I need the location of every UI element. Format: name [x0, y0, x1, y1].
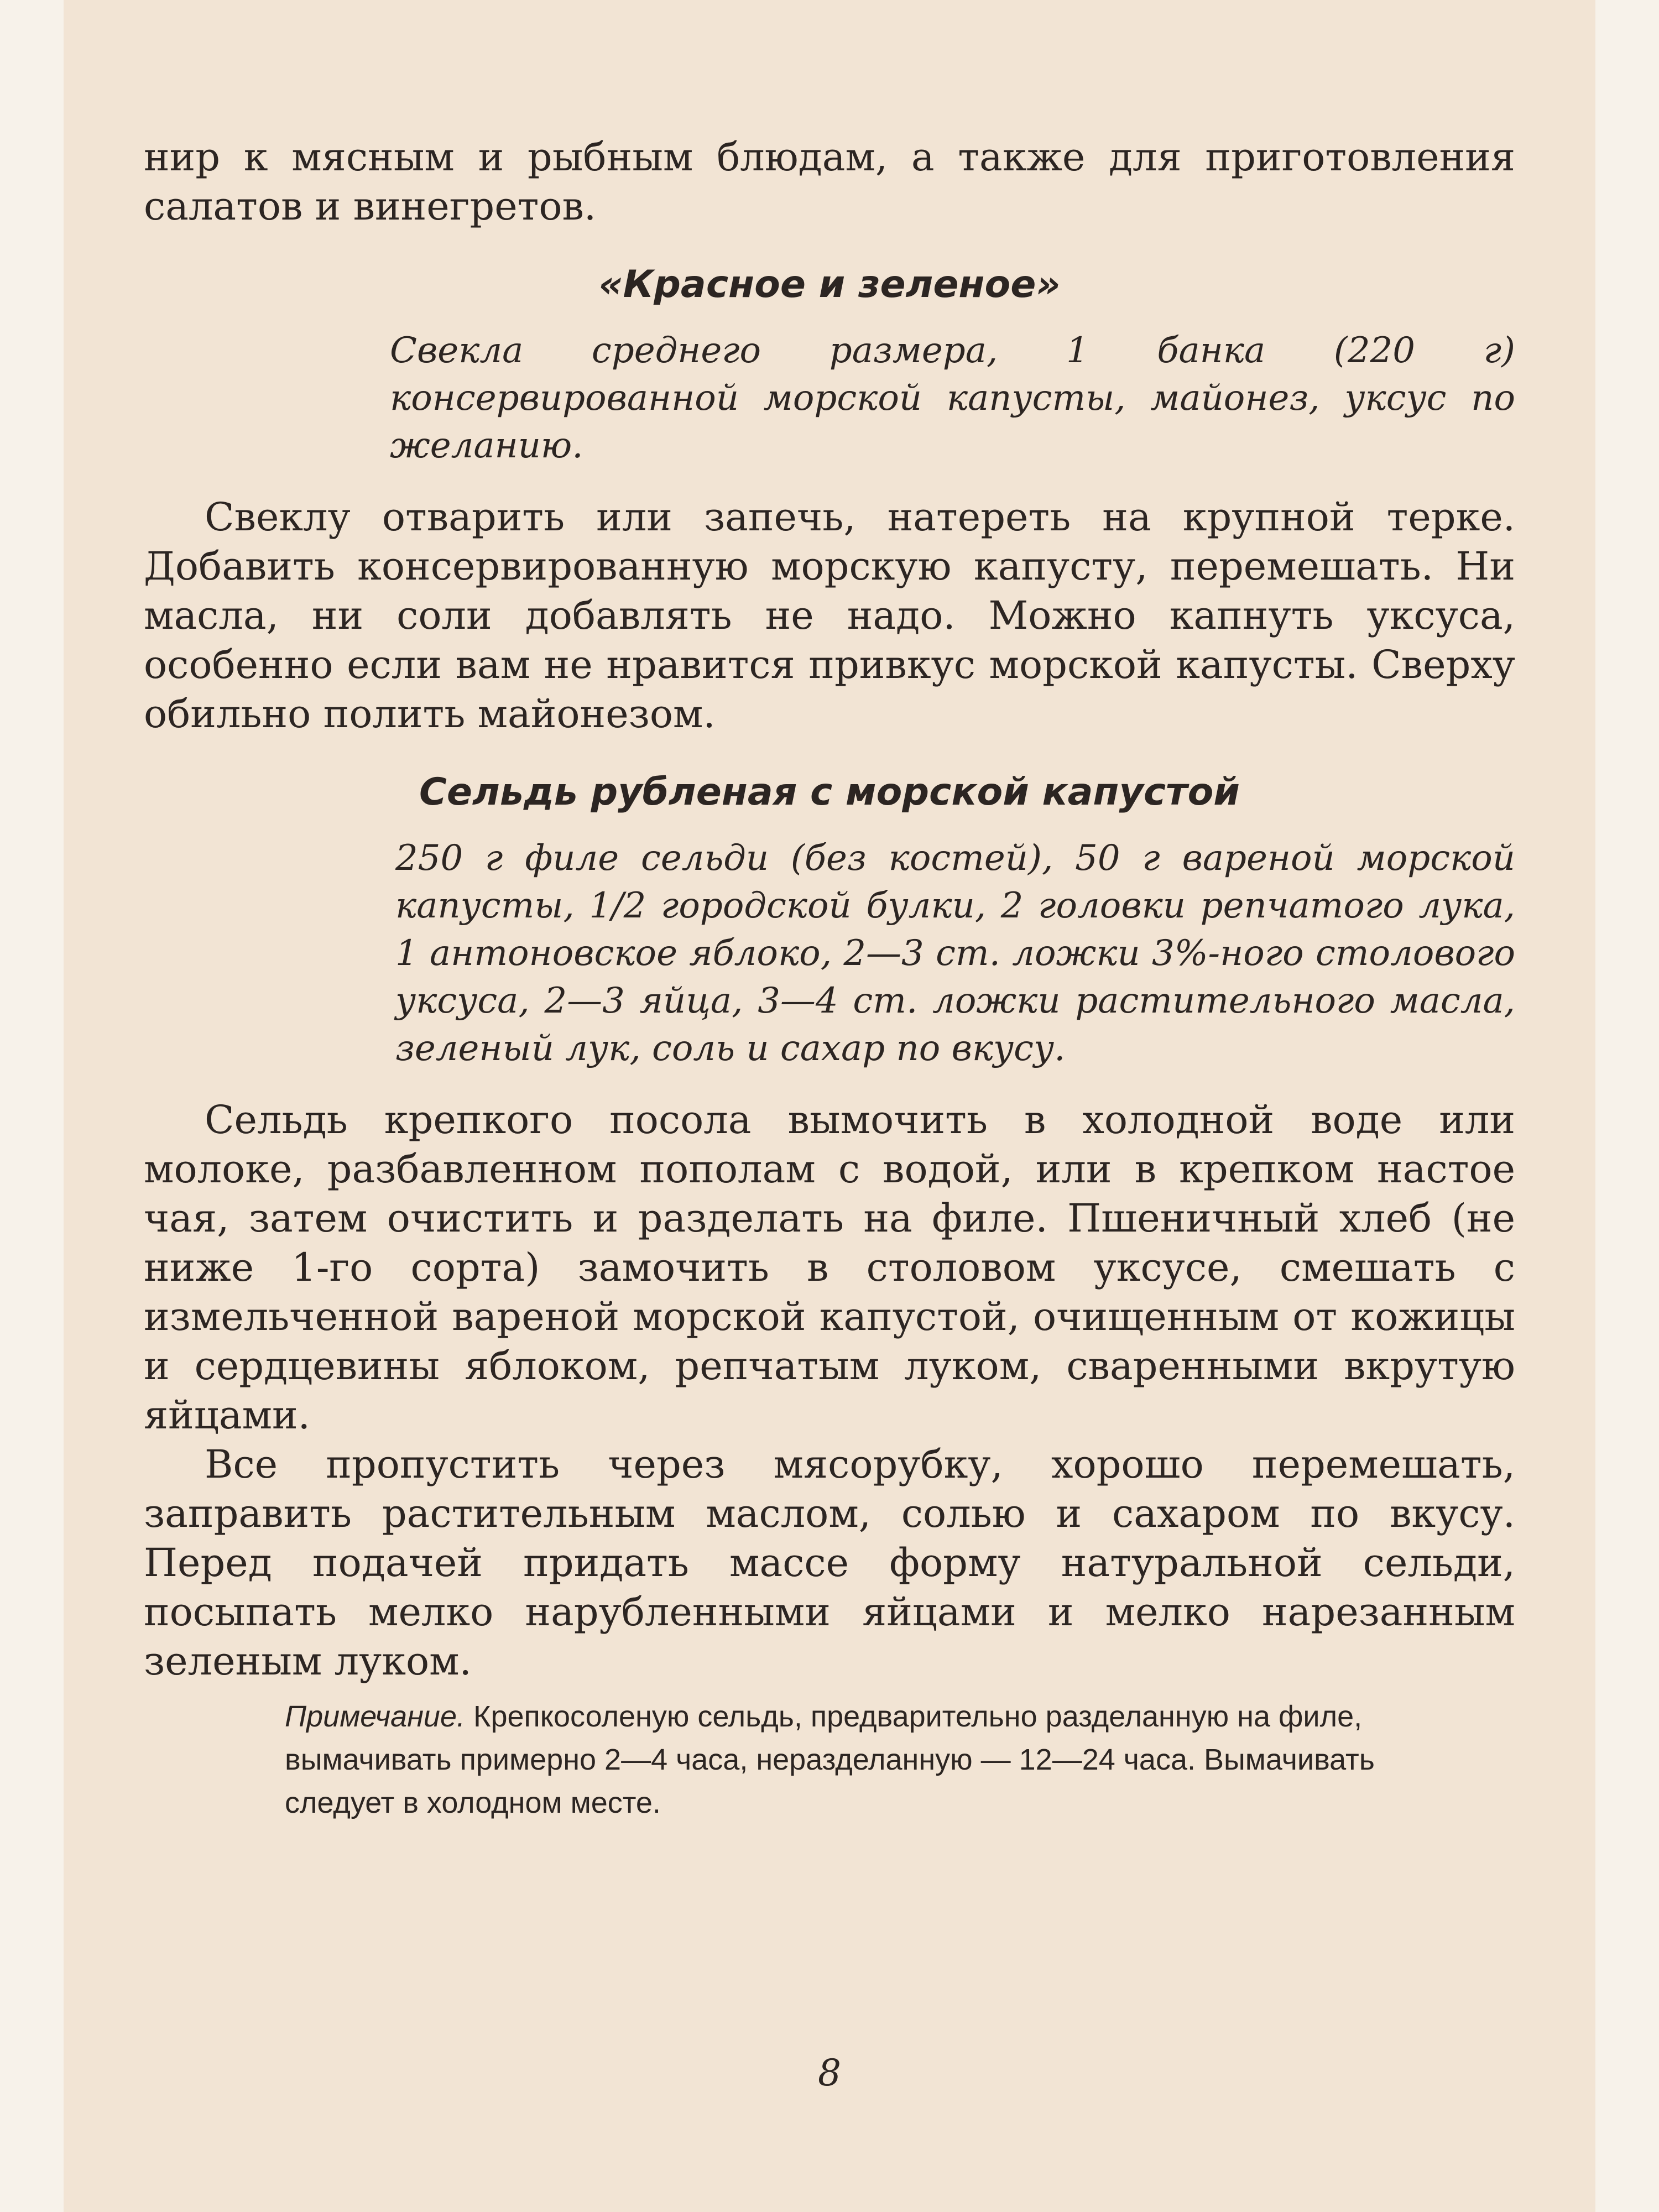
note-text: Крепкосоленую сельдь, предварительно разделанную на филе, вымачивать примерно 2—4 часа, неразделанную — 12—24 часа. Вымачивать следует в холодном месте. [285, 1700, 1375, 1819]
note-label: Примечание. [285, 1700, 465, 1733]
method-paragraph-1: Сельдь крепкого посола вымочить в холодной воде или молоке, разбавленном пополам с водой, или в крепком настое чая, затем очистить и разделать на филе. Пшеничный хлеб (не ниже 1-го сорта) замочить в столовом уксусе, смешать с измельченной вареной морской капустой, очищенным от кожицы и сердцевины яблоком, репчатым луком, сваренными вкрутую яйцами. [144, 1097, 1515, 1438]
page-content [144, 133, 1515, 1824]
intro-paragraph: нир к мясным и рыбным блюдам, а также для приготовления салатов и винегретов. [144, 134, 1515, 229]
recipe-title-red-green: «Красное и зеленое» [598, 263, 1061, 306]
method-paragraph: Свеклу отварить или запечь, натереть на крупной терке. Добавить консервированную морскую капусту, перемешать. Ни масла, ни соли добавлять не надо. Можно капнуть уксуса, особенно если вам не нравится привкус морской капусты. Сверху обильно полить майонезом. [144, 494, 1515, 737]
book-page [64, 0, 1595, 2212]
recipe-method-herring [144, 1095, 1515, 1686]
recipe-method-red-green [144, 493, 1515, 739]
recipe-ingredients-red-green: Свекла среднего размера, 1 банка (220 г) консервированной морской капусты, майонез, уксус по желанию. [390, 330, 1515, 466]
method-paragraph-2: Все пропустить через мясорубку, хорошо перемешать, заправить растительным маслом, солью и сахаром по вкусу. Перед подачей придать массе форму натуральной сельди, посыпать мелко нарубленными яйцами и мелко нарезанным зеленым луком. [144, 1442, 1515, 1684]
intro-section [144, 133, 1515, 231]
recipe-ingredients-herring: 250 г филе сельди (без костей), 50 г вареной морской капусты, 1/2 городской булки, 2 головки репчатого лука, 1 антоновское яблоко, 2—3 ст. ложки 3%-ного столового уксуса, 2—3 яйца, 3—4 ст. ложки растительного масла, зеленый лук, соль и сахар по вкусу. [395, 838, 1515, 1069]
recipe-title-herring: Сельдь рубленая с морской капустой [419, 770, 1240, 814]
recipe-note [285, 1695, 1477, 1824]
page-number: 8 [818, 2052, 841, 2094]
